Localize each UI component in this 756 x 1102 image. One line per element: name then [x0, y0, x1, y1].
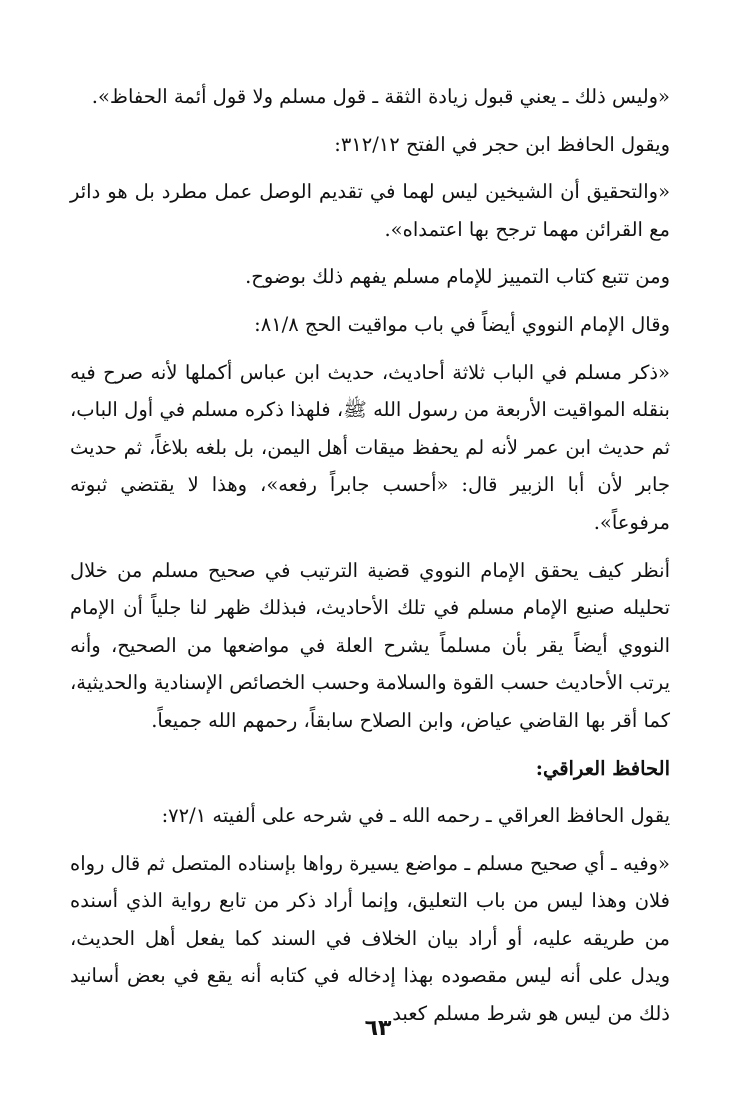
paragraph-tamyiz: ومن تتبع كتاب التمييز للإمام مسلم يفهم ذلك بوضوح. — [245, 265, 670, 289]
paragraph-nawawi-intro: وقال الإمام النووي أيضاً في باب مواقيت الحج ٨١/٨: — [254, 312, 670, 336]
section-heading: الحافظ العراقي: — [535, 756, 670, 780]
paragraph-iraqi-quote: «وفيه ـ أي صحيح مسلم ـ مواضع يسيرة رواها بإسناده المتصل ثم قال رواه فلان وهذا ليس من باب التعليق، وإنما أراد ذكر من تابع رواية الذي أسنده من طريقه عليه، أو أراد بيان الخلاف في السند كما يفعل أهل الحديث، ويدل على أنه ليس مقصوده بهذا إدخاله في كتابه أنه يقع في بعض أسانيد ذلك من ليس هو شرط مسلم كعبد — [70, 851, 670, 1026]
paragraph-quote-muslim: «وليس ذلك ـ يعني قبول زيادة الثقة ـ قول مسلم ولا قول أئمة الحفاظ». — [91, 85, 670, 108]
paragraph-iraqi-intro: يقول الحافظ العراقي ـ رحمه الله ـ في شرحه على ألفيته ٧٢/١: — [161, 804, 670, 828]
paragraph-nawawi-quote: «ذكر مسلم في الباب ثلاثة أحاديث، حديث ابن عباس أكملها لأنه صرح فيه بنقله المواقيت الأربعة من رسول الله ﷺ، فلهذا ذكره مسلم في أول الباب، ثم حديث ابن عمر لأنه لم يحفظ ميقات أهل اليمن، بل بلغه بلاغاً، ثم حديث جابر لأن أبا الزبير قال: «أحسب جابراً رفعه»، وهذا لا يقتضي ثبوته مرفوعاً». — [70, 360, 670, 534]
page-number: ٦٣ — [364, 1016, 392, 1041]
paragraph-ibn-hajar-intro: ويقول الحافظ ابن حجر في الفتح ٣١٢/١٢: — [334, 132, 670, 156]
page-body — [70, 78, 670, 1033]
paragraph-ibn-hajar-quote: «والتحقيق أن الشيخين ليس لهما في تقديم الوصل عمل مطرد بل هو دائر مع القرائن مهما ترجح بها اعتمداه». — [70, 180, 670, 241]
paragraph-analysis: أنظر كيف يحقق الإمام النووي قضية الترتيب في صحيح مسلم من خلال تحليله صنيع الإمام مسلم في تلك الأحاديث، فبذلك ظهر لنا جلياً أن الإمام النووي أيضاً يقر بأن مسلماً يشرح العلة في مواضعها من الصحيح، وأنه يرتب الأحاديث حسب القوة والسلامة وحسب الخصائص الإسنادية والحديثية، كما أقر بها القاضي عياض، وابن الصلاح سابقاً، رحمهم الله جميعاً. — [70, 558, 670, 732]
